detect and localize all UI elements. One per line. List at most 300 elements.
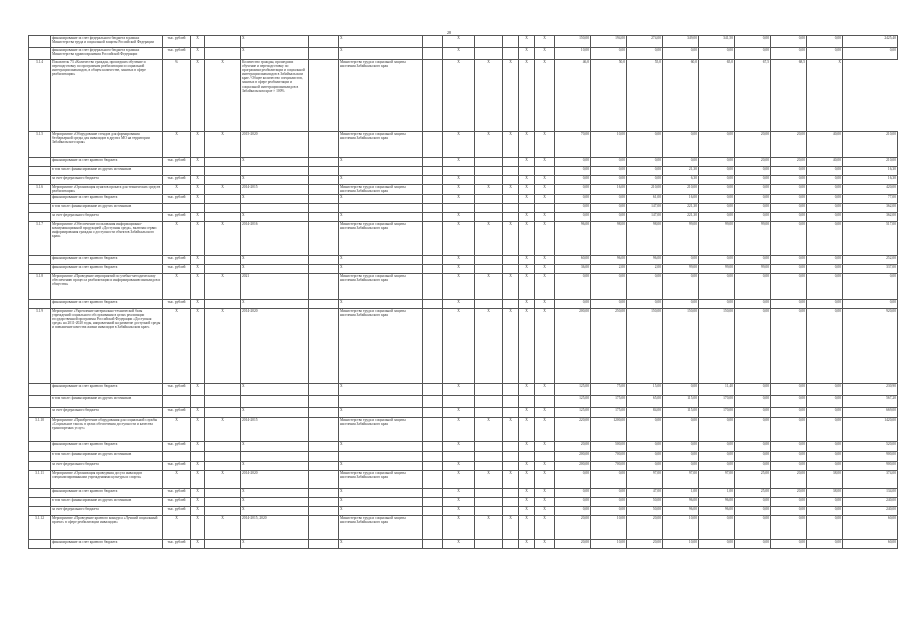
table-cell: Х — [443, 256, 475, 265]
table-cell: Х — [475, 222, 503, 256]
table-cell — [443, 452, 475, 462]
table-cell — [309, 176, 339, 185]
table-cell: 0,00 — [771, 195, 807, 204]
table-cell — [423, 462, 443, 471]
table-cell: 0,00 — [807, 498, 843, 507]
table-cell — [423, 167, 443, 176]
table-cell: 337,00 — [843, 265, 898, 274]
table-cell — [339, 204, 423, 213]
table-cell: Х — [535, 418, 555, 442]
table-cell — [503, 300, 519, 309]
table-cell: 0,00 — [771, 516, 807, 540]
table-cell: 0,00 — [555, 185, 591, 195]
table-cell: Х — [339, 442, 423, 452]
table-cell: 46,0 — [555, 60, 591, 132]
table-cell: Х — [443, 462, 475, 471]
table-cell: Х — [535, 384, 555, 396]
table-cell: финансирование за счет краевого бюджета — [51, 265, 163, 274]
table-cell — [535, 167, 555, 176]
table-cell — [29, 195, 51, 204]
table-cell — [503, 442, 519, 452]
table-cell: Х — [339, 489, 423, 498]
table-cell: Мероприятие «Организация проведения досуга инвалидов специализированными учреждениями культуры и спорта» — [51, 471, 163, 489]
table-cell — [205, 167, 241, 176]
table-cell: 16,00 — [663, 195, 699, 204]
table-cell: 0,00 — [663, 418, 699, 442]
table-cell: Х — [535, 48, 555, 60]
table-cell: 0,00 — [555, 167, 591, 176]
table-cell: 567,20 — [843, 396, 898, 408]
table-cell: 500,00 — [591, 442, 627, 452]
table-cell: 36,00 — [555, 265, 591, 274]
table-cell: за счет федерального бюджета — [51, 213, 163, 222]
table-cell: 0,00 — [735, 462, 771, 471]
table-cell — [519, 167, 535, 176]
table-row — [29, 418, 898, 442]
table-cell: 0,00 — [807, 396, 843, 408]
table-cell: 25,00 — [735, 471, 771, 489]
table-cell: 0,00 — [807, 507, 843, 516]
table-cell — [503, 167, 519, 176]
table-cell — [423, 384, 443, 396]
table-cell — [163, 396, 191, 408]
table-cell: Х — [339, 195, 423, 204]
table-cell: Мероприятие «Укрепление материально-технической базы учреждений социального обслуживания в целях реализации государственной программы Российской Федерации «Доступная среда» на 2011-2020 годы, направленной на развитие доступной среды и повышение качества жизни инвалидов в Забайкальском крае» — [51, 309, 163, 384]
table-cell: 0,00 — [627, 452, 663, 462]
table-cell: Х — [205, 309, 241, 384]
table-cell: 2021 — [241, 274, 309, 300]
table-cell: Х — [535, 256, 555, 265]
table-cell: 0,00 — [771, 185, 807, 195]
table-cell: Х — [535, 540, 555, 549]
table-cell: Х — [503, 185, 519, 195]
table-cell — [309, 195, 339, 204]
table-cell: 0,00 — [555, 300, 591, 309]
table-cell: 20,00 — [771, 158, 807, 167]
table-cell — [309, 204, 339, 213]
table-cell: 0,00 — [627, 300, 663, 309]
table-cell: Х — [205, 222, 241, 256]
table-cell: Х — [205, 132, 241, 158]
table-cell: 0,00 — [807, 384, 843, 396]
table-cell: 10,00 — [591, 132, 627, 158]
table-cell: 1200,00 — [591, 418, 627, 442]
table-cell: 0,00 — [555, 498, 591, 507]
table-cell: 0,00 — [627, 158, 663, 167]
table-cell: 0,00 — [771, 442, 807, 452]
table-cell: 65,00 — [627, 396, 663, 408]
table-cell: 0,00 — [555, 471, 591, 489]
table-cell — [535, 204, 555, 213]
table-cell: 669,00 — [843, 408, 898, 418]
table-cell: 3.1.5 — [29, 132, 51, 158]
table-cell: 0,00 — [807, 462, 843, 471]
table-cell: 0,00 — [627, 462, 663, 471]
table-cell: за счет федерального бюджета — [51, 462, 163, 471]
table-cell: 0,00 — [663, 384, 699, 396]
table-cell: 0,00 — [627, 132, 663, 158]
table-cell — [29, 540, 51, 549]
table-cell: тыс. рублей — [163, 176, 191, 185]
table-cell: Х — [339, 265, 423, 274]
table-cell: 0,00 — [771, 167, 807, 176]
table-cell — [443, 167, 475, 176]
table-cell: Показатель 73 «Количество граждан, прошедших обучение и переподготовку по программам реабилитации и социальной интеграции инвалидов, в общем количестве, занятых в сфере реабилитации» — [51, 60, 163, 132]
table-cell — [503, 384, 519, 396]
table-cell — [205, 489, 241, 498]
table-cell: 0,00 — [735, 418, 771, 442]
table-cell — [309, 489, 339, 498]
table-cell: 0,00 — [843, 274, 898, 300]
table-cell — [309, 222, 339, 256]
table-cell: Х — [443, 489, 475, 498]
table-cell: 97,00 — [627, 471, 663, 489]
table-cell: тыс. рублей — [163, 498, 191, 507]
table-cell: тыс. рублей — [163, 36, 191, 48]
table-cell: Х — [519, 489, 535, 498]
table-cell: 3.1.11 — [29, 471, 51, 489]
table-cell: Х — [519, 462, 535, 471]
table-cell — [309, 498, 339, 507]
table-cell: 0,00 — [807, 452, 843, 462]
table-cell: 99,00 — [735, 222, 771, 256]
table-cell — [423, 204, 443, 213]
table-cell: 2014-2015, 2020 — [241, 516, 309, 540]
table-cell: 0,00 — [591, 167, 627, 176]
table-cell: Х — [443, 274, 475, 300]
table-cell: 0,00 — [807, 540, 843, 549]
table-cell: 200,00 — [555, 452, 591, 462]
table-cell — [423, 274, 443, 300]
table-cell: 134,00 — [843, 489, 898, 498]
table-cell: 0,00 — [663, 452, 699, 462]
table-cell: Х — [475, 516, 503, 540]
table-cell: 147,00 — [627, 204, 663, 213]
table-row — [29, 167, 898, 176]
table-cell: 0,00 — [663, 300, 699, 309]
table-cell: Х — [339, 213, 423, 222]
table-cell: Мероприятие «Организация пунктов проката для технических средств реабилитации» — [51, 185, 163, 195]
table-cell: Х — [503, 309, 519, 384]
table-cell: 0,00 — [699, 256, 735, 265]
table-cell: Х — [503, 222, 519, 256]
table-cell: 0,00 — [771, 222, 807, 256]
table-cell: Х — [163, 418, 191, 442]
table-cell: 0,00 — [663, 48, 699, 60]
table-cell: 50,00 — [627, 498, 663, 507]
table-cell: 274,00 — [627, 36, 663, 48]
table-cell: Х — [241, 507, 309, 516]
table-cell: Х — [535, 222, 555, 256]
table-cell: 99,00 — [663, 265, 699, 274]
table-cell: 517,00 — [843, 222, 898, 256]
table-cell: 0,00 — [771, 540, 807, 549]
table-cell: 3.1.8 — [29, 274, 51, 300]
table-cell — [205, 498, 241, 507]
table-cell: Х — [163, 222, 191, 256]
table-cell: Х — [339, 48, 423, 60]
table-cell: 0,00 — [591, 158, 627, 167]
table-cell — [475, 300, 503, 309]
table-cell: 150,00 — [663, 309, 699, 384]
table-cell: Х — [191, 36, 205, 48]
table-cell: Х — [241, 158, 309, 167]
table-cell — [205, 452, 241, 462]
table-cell: Х — [443, 418, 475, 442]
table-row — [29, 36, 898, 48]
table-cell: Х — [191, 265, 205, 274]
table-cell — [309, 507, 339, 516]
table-cell: 65,0 — [699, 60, 735, 132]
table-cell: Х — [535, 176, 555, 185]
table-cell: Х — [191, 60, 205, 132]
table-cell: 0,00 — [735, 48, 771, 60]
table-cell: 420,00 — [843, 185, 898, 195]
table-cell: Х — [535, 185, 555, 195]
table-cell: 0,00 — [591, 213, 627, 222]
table-cell — [205, 213, 241, 222]
table-row — [29, 274, 898, 300]
table-cell: Х — [475, 471, 503, 489]
table-cell: 115,00 — [663, 396, 699, 408]
table-cell: финансирование за счет краевого бюджета — [51, 300, 163, 309]
table-cell — [535, 396, 555, 408]
table-cell: 0,00 — [735, 167, 771, 176]
table-cell: Х — [535, 516, 555, 540]
table-cell — [29, 213, 51, 222]
table-cell: 99,00 — [735, 265, 771, 274]
table-cell: 0,00 — [807, 265, 843, 274]
table-cell: 0,00 — [735, 36, 771, 48]
table-cell: 2014-2015 — [241, 418, 309, 442]
table-cell — [339, 396, 423, 408]
table-cell: 50,0 — [591, 60, 627, 132]
table-cell: Х — [191, 489, 205, 498]
table-cell: Х — [519, 36, 535, 48]
table-cell: Х — [241, 213, 309, 222]
table-cell: 252,00 — [843, 256, 898, 265]
table-cell: 0,00 — [735, 256, 771, 265]
table-cell — [29, 442, 51, 452]
table-cell: 0,00 — [771, 256, 807, 265]
table-cell — [475, 462, 503, 471]
table-cell — [423, 36, 443, 48]
table-cell — [309, 309, 339, 384]
table-cell — [163, 452, 191, 462]
table-cell: Х — [191, 300, 205, 309]
table-cell: 0,00 — [771, 408, 807, 418]
table-cell: Х — [475, 132, 503, 158]
table-cell: Х — [339, 300, 423, 309]
table-cell: 170,00 — [699, 396, 735, 408]
table-cell: Х — [503, 418, 519, 442]
table-cell: 0,00 — [807, 176, 843, 185]
table-cell — [503, 540, 519, 549]
table-cell: Х — [205, 471, 241, 489]
table-cell — [475, 213, 503, 222]
table-cell: 0,00 — [807, 195, 843, 204]
table-cell: 175,00 — [591, 396, 627, 408]
table-cell: 0,00 — [555, 195, 591, 204]
table-cell: Х — [443, 213, 475, 222]
table-cell: 0,00 — [807, 256, 843, 265]
table-cell: тыс. рублей — [163, 489, 191, 498]
table-cell: 1,00 — [699, 489, 735, 498]
table-cell: Х — [519, 300, 535, 309]
table-cell: Х — [519, 442, 535, 452]
table-cell: 68,5 — [771, 60, 807, 132]
table-cell — [503, 498, 519, 507]
table-cell: 3.1.9 — [29, 309, 51, 384]
table-cell: Х — [535, 309, 555, 384]
table-row — [29, 158, 898, 167]
table-cell — [241, 452, 309, 462]
table-cell: 220,00 — [555, 418, 591, 442]
table-cell: 40,00 — [807, 158, 843, 167]
table-cell: 20,00 — [627, 516, 663, 540]
table-cell: 0,00 — [699, 418, 735, 442]
table-cell — [503, 195, 519, 204]
table-cell — [309, 462, 339, 471]
table-cell: 150,00 — [555, 36, 591, 48]
table-cell: тыс. рублей — [163, 256, 191, 265]
table-cell: Министерство труда и социальной защиты населения Забайкальского края — [339, 309, 423, 384]
table-cell — [423, 396, 443, 408]
table-cell — [205, 408, 241, 418]
table-cell: 0,00 — [699, 452, 735, 462]
table-cell: 0,00 — [807, 36, 843, 48]
table-cell: 0,00 — [591, 507, 627, 516]
table-cell — [339, 452, 423, 462]
table-row — [29, 48, 898, 60]
table-cell: 0,00 — [555, 176, 591, 185]
table-cell: 0,00 — [699, 516, 735, 540]
table-cell: 115,00 — [663, 408, 699, 418]
table-cell: Х — [191, 158, 205, 167]
table-cell — [475, 195, 503, 204]
table-cell: Х — [519, 498, 535, 507]
table-row — [29, 132, 898, 158]
table-cell: 96,00 — [663, 507, 699, 516]
table-cell: тыс. рублей — [163, 195, 191, 204]
table-cell — [309, 256, 339, 265]
table-row — [29, 185, 898, 195]
table-cell — [423, 507, 443, 516]
table-cell: Х — [191, 222, 205, 256]
table-cell — [29, 158, 51, 167]
table-cell — [29, 48, 51, 60]
table-cell: Х — [339, 384, 423, 396]
table-cell: 0,00 — [663, 442, 699, 452]
table-cell: 2,00 — [627, 265, 663, 274]
table-cell: Х — [519, 516, 535, 540]
table-cell — [475, 498, 503, 507]
table-cell — [309, 384, 339, 396]
table-cell: Х — [339, 256, 423, 265]
table-cell: 0,00 — [735, 396, 771, 408]
table-cell: 0,00 — [735, 274, 771, 300]
table-cell: 362,00 — [843, 204, 898, 213]
table-cell — [503, 48, 519, 60]
table-cell: Мероприятие «Проведение краевого конкурса «Лучший социальный проект» в сфере реабилитации инвалидов» — [51, 516, 163, 540]
table-cell: 20,00 — [735, 132, 771, 158]
program-table — [28, 35, 898, 549]
table-cell: 240,00 — [843, 507, 898, 516]
table-cell: 0,00 — [627, 48, 663, 60]
table-cell: Х — [535, 489, 555, 498]
table-cell: Министерство труда и социальной защиты населения Забайкальского края — [339, 516, 423, 540]
table-cell — [423, 265, 443, 274]
table-cell: 96,00 — [663, 498, 699, 507]
table-cell — [503, 265, 519, 274]
table-cell — [29, 176, 51, 185]
table-row — [29, 256, 898, 265]
table-cell: 125,00 — [555, 408, 591, 418]
table-cell: 20,00 — [771, 489, 807, 498]
table-row — [29, 396, 898, 408]
table-cell: Министерство труда и социальной защиты населения Забайкальского края — [339, 185, 423, 195]
table-cell: тыс. рублей — [163, 213, 191, 222]
table-cell — [423, 195, 443, 204]
table-cell — [475, 48, 503, 60]
table-cell: Х — [503, 132, 519, 158]
table-cell — [29, 396, 51, 408]
table-cell: Х — [205, 516, 241, 540]
table-cell: 0,00 — [807, 300, 843, 309]
table-cell: 0,00 — [555, 507, 591, 516]
table-cell: 0,00 — [627, 442, 663, 452]
table-cell: Х — [163, 516, 191, 540]
table-cell — [29, 408, 51, 418]
table-cell — [423, 158, 443, 167]
table-cell: финансирование за счет краевого бюджета — [51, 158, 163, 167]
table-cell — [309, 213, 339, 222]
table-cell: Х — [191, 462, 205, 471]
table-cell: 0,00 — [735, 300, 771, 309]
table-cell: 0,00 — [699, 158, 735, 167]
table-cell: Х — [443, 36, 475, 48]
table-cell — [339, 167, 423, 176]
table-cell: 0,00 — [591, 195, 627, 204]
table-cell: 0,00 — [663, 462, 699, 471]
table-cell: 0,00 — [771, 418, 807, 442]
table-cell: Х — [519, 418, 535, 442]
table-cell: Министерство труда и социальной защиты населения Забайкальского края — [339, 418, 423, 442]
table-cell: 125,00 — [555, 384, 591, 396]
table-cell — [423, 176, 443, 185]
table-cell: тыс. рублей — [163, 48, 191, 60]
table-cell: 0,00 — [699, 48, 735, 60]
table-cell: 2014-2016 — [241, 222, 309, 256]
table-cell: 0,00 — [699, 213, 735, 222]
table-row — [29, 489, 898, 498]
table-cell: 0,00 — [843, 300, 898, 309]
table-cell: Х — [191, 48, 205, 60]
table-cell: 0,00 — [735, 176, 771, 185]
table-cell: Х — [443, 48, 475, 60]
table-cell: тыс. рублей — [163, 540, 191, 549]
table-cell — [205, 176, 241, 185]
table-cell: Х — [535, 274, 555, 300]
table-cell — [205, 384, 241, 396]
table-cell: Х — [475, 418, 503, 442]
table-cell — [475, 176, 503, 185]
table-cell: Х — [191, 384, 205, 396]
table-cell: 3.1.6 — [29, 185, 51, 195]
table-cell — [423, 418, 443, 442]
table-cell: 0,00 — [735, 195, 771, 204]
page-number: 28 — [447, 30, 451, 35]
